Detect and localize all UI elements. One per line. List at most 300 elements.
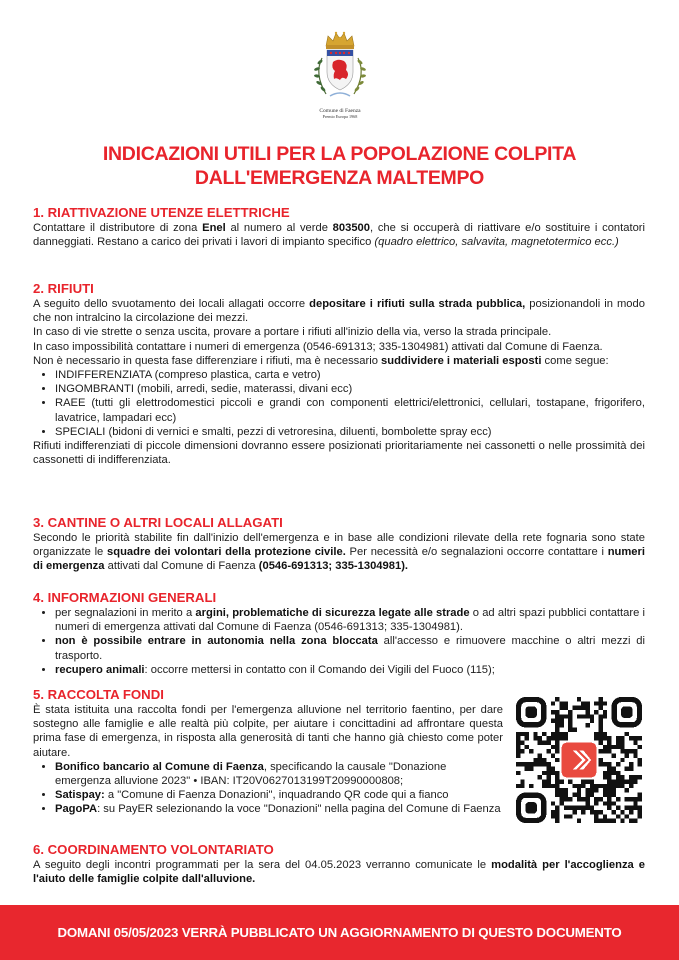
qr-module: [564, 797, 568, 801]
update-notice-banner: DOMANI 05/05/2023 VERRÀ PUBBLICATO UN AGGIORNAMENTO DI QUESTO DOCUMENTO: [0, 905, 679, 960]
qr-module: [559, 714, 563, 718]
text: per segnalazioni in merito a: [55, 607, 196, 619]
qr-module: [564, 736, 568, 740]
bold-text: squadre dei volontari della protezione civile.: [107, 546, 346, 559]
section-text: [33, 221, 645, 249]
qr-module: [551, 767, 555, 771]
qr-module: [620, 745, 624, 749]
qr-module: [529, 767, 533, 771]
qr-module: [620, 810, 624, 814]
qr-module: [572, 810, 576, 814]
qr-module: [516, 736, 520, 740]
qr-module: [555, 745, 559, 749]
qr-module: [525, 736, 529, 740]
qr-module: [633, 801, 637, 805]
qr-module: [529, 784, 533, 788]
qr-module: [599, 740, 603, 744]
qr-module: [559, 723, 563, 727]
qr-module: [586, 710, 590, 714]
qr-module: [546, 784, 550, 788]
qr-module: [629, 797, 633, 801]
qr-module: [559, 801, 563, 805]
qr-module: [542, 771, 546, 775]
qr-module: [612, 801, 616, 805]
bold-text: non è possibile entrare in autonomia nella zona bloccata: [55, 635, 378, 648]
qr-module: [520, 740, 524, 744]
paragraph: È stata istituita una raccolta fondi per l'emergenza alluvione nel territorio faentino, per dare sostegno alle famiglie e alle realtà più colpite, per aiutare i concittadini ad affrontare questa prima fase di emergenza, in risposta alla generosità di tanti che hanno già chiesto come poter aiutare.: [33, 704, 503, 759]
paragraph: In caso di vie strette o senza uscita, provare a portare i rifiuti all'inizio della via, verso la strada principale.: [33, 326, 552, 339]
qr-module: [577, 697, 581, 701]
qr-module: [516, 749, 520, 753]
section-heading: 2. RIFIUTI: [33, 281, 94, 296]
text: all'accesso e rimuovere macchine o altri mezzi di trasporto.: [55, 635, 645, 662]
qr-module: [581, 714, 585, 718]
qr-module: [625, 797, 629, 801]
phone-number: 803500: [332, 222, 371, 234]
qr-module: [555, 740, 559, 744]
qr-module: [594, 736, 598, 740]
qr-module: [542, 758, 546, 762]
qr-module: [616, 797, 620, 801]
qr-module: [594, 810, 598, 814]
text: come segue:: [541, 354, 609, 367]
logo-caption-sub: Premio Europa 1968: [322, 114, 358, 119]
qr-module: [586, 788, 590, 792]
list-item: [55, 802, 503, 816]
qr-module: [612, 788, 616, 792]
qr-module: [607, 797, 611, 801]
qr-module: [555, 814, 559, 818]
qr-module: [616, 806, 620, 810]
paragraph: [33, 531, 645, 574]
qr-module: [612, 780, 616, 784]
qr-module: [607, 819, 611, 823]
section-heading: 1. RIATTIVAZIONE UTENZE ELETTRICHE: [33, 205, 290, 220]
qr-module: [564, 714, 568, 718]
qr-module: [612, 753, 616, 757]
satispay-qr-code-icon[interactable]: [516, 697, 642, 823]
qr-module: [620, 775, 624, 779]
qr-module: [564, 732, 568, 736]
qr-module: [638, 806, 642, 810]
qr-module: [603, 801, 607, 805]
qr-module: [607, 788, 611, 792]
qr-module: [616, 745, 620, 749]
qr-module: [559, 797, 563, 801]
qr-module: [633, 780, 637, 784]
qr-module: [616, 771, 620, 775]
qr-module: [638, 762, 642, 766]
bold-text: Bonifico bancario al Comune di Faenza: [55, 760, 264, 773]
qr-module: [599, 706, 603, 710]
qr-module: [551, 753, 555, 757]
qr-module: [590, 788, 594, 792]
qr-module: [555, 710, 559, 714]
qr-module: [555, 714, 559, 718]
qr-module: [629, 775, 633, 779]
qr-module: [559, 706, 563, 710]
qr-module: [559, 732, 563, 736]
text: a "Comune di Faenza Donazioni", inquadrando QR code qui a fianco: [104, 789, 449, 802]
italic-text: (quadro elettrico, salvavita, magnetotermico ecc.): [374, 236, 619, 249]
qr-module: [629, 810, 633, 814]
qr-module: [577, 706, 581, 710]
list-item: • INDIFFERENZIATA (compreso plastica, carta e vetro): [55, 368, 645, 382]
section-heading: 3. CANTINE O ALTRI LOCALI ALLAGATI: [33, 515, 283, 530]
qr-module: [633, 736, 637, 740]
qr-module: [586, 714, 590, 718]
qr-module: [612, 784, 616, 788]
qr-module: [612, 793, 616, 797]
qr-module: [594, 784, 598, 788]
qr-module: [551, 710, 555, 714]
qr-module: [603, 819, 607, 823]
qr-module: [625, 788, 629, 792]
qr-module: [555, 697, 559, 701]
qr-module: [629, 784, 633, 788]
logo-caption: [290, 108, 390, 120]
qr-module: [551, 801, 555, 805]
qr-module: [555, 771, 559, 775]
qr-module: [546, 749, 550, 753]
comune-di-faenza-coat-of-arms: [300, 24, 380, 120]
bold-text: recupero animali: [55, 663, 145, 676]
text: al numero al verde: [225, 222, 333, 234]
qr-module: [551, 701, 555, 705]
qr-module: [612, 810, 616, 814]
qr-module: [590, 719, 594, 723]
qr-module: [607, 749, 611, 753]
qr-module: [620, 780, 624, 784]
qr-module: [586, 793, 590, 797]
qr-module: [638, 775, 642, 779]
qr-module: [633, 749, 637, 753]
qr-module: [590, 714, 594, 718]
bold-text: Satispay:: [55, 789, 105, 802]
qr-module: [620, 740, 624, 744]
qr-module: [555, 784, 559, 788]
qr-module: [633, 775, 637, 779]
qr-module: [551, 784, 555, 788]
qr-module: [577, 819, 581, 823]
qr-module: [629, 749, 633, 753]
qr-module: [551, 814, 555, 818]
qr-module: [529, 749, 533, 753]
text: : su PayER selezionando la voce "Donazioni" nella pagina del Comune di Faenza: [97, 803, 501, 816]
qr-module: [625, 767, 629, 771]
qr-module: [568, 797, 572, 801]
qr-module: [590, 780, 594, 784]
paragraph: [33, 858, 645, 886]
section-riattivazione-utenze: [33, 205, 645, 249]
qr-module: [612, 767, 616, 771]
qr-module: [555, 736, 559, 740]
bold-text: modalità per l'accoglienza e l'aiuto delle famiglie colpite dall'alluvione.: [33, 859, 645, 886]
qr-module: [616, 775, 620, 779]
list-item: • SPECIALI (bidoni di vernici e smalti, pezzi di vetroresina, diluenti, bombolette spray ecc): [55, 425, 645, 439]
qr-module: [599, 723, 603, 727]
qr-module: [546, 775, 550, 779]
qr-module: [568, 723, 572, 727]
qr-module: [603, 793, 607, 797]
qr-module: [559, 788, 563, 792]
qr-module: [538, 736, 542, 740]
qr-module: [638, 736, 642, 740]
qr-module: [546, 762, 550, 766]
qr-module: [599, 697, 603, 701]
section-rifiuti: [33, 281, 645, 467]
qr-module: [581, 810, 585, 814]
qr-module: [538, 740, 542, 744]
qr-module: [555, 806, 559, 810]
qr-module: [555, 758, 559, 762]
qr-module: [516, 771, 520, 775]
section-heading: 5. RACCOLTA FONDI: [33, 687, 164, 702]
qr-module: [625, 732, 629, 736]
qr-module: [633, 753, 637, 757]
qr-module: [616, 814, 620, 818]
list-item: [55, 663, 645, 677]
qr-module: [620, 758, 624, 762]
qr-module: [516, 784, 520, 788]
qr-module: [520, 762, 524, 766]
qr-module: [572, 806, 576, 810]
qr-module: [638, 814, 642, 818]
qr-module: [603, 732, 607, 736]
qr-module: [607, 780, 611, 784]
qr-module: [594, 814, 598, 818]
qr-module: [607, 736, 611, 740]
text: A seguito dello svuotamento dei locali allagati occorre: [33, 298, 310, 310]
section-cantine: [33, 515, 645, 574]
qr-module: [586, 806, 590, 810]
qr-module: [533, 732, 537, 736]
qr-module: [555, 719, 559, 723]
text: : occorre mettersi in contatto con il Comando dei Vigili del Fuoco (115);: [144, 663, 495, 676]
qr-module: [546, 767, 550, 771]
qr-module: [564, 706, 568, 710]
qr-module: [568, 780, 572, 784]
text: Contattare il distributore di zona: [33, 222, 203, 234]
qr-module: [638, 797, 642, 801]
qr-module: [520, 749, 524, 753]
bold-text: Enel: [202, 222, 226, 234]
qr-module: [607, 767, 611, 771]
logo-caption-name: Comune di Faenza: [319, 108, 361, 114]
qr-module: [551, 771, 555, 775]
qr-module: [594, 710, 598, 714]
qr-module: [599, 727, 603, 731]
qr-module: [577, 793, 581, 797]
qr-module: [564, 701, 568, 705]
qr-module: [538, 753, 542, 757]
qr-module: [616, 780, 620, 784]
qr-module: [581, 784, 585, 788]
qr-module: [568, 814, 572, 818]
qr-module: [586, 780, 590, 784]
qr-module: [638, 745, 642, 749]
qr-module: [551, 732, 555, 736]
paragraph: In caso impossibilità contattare i numeri di emergenza (0546-691313; 335-1304981) attivati dal Comune di Faenza.: [33, 340, 603, 353]
qr-module: [599, 762, 603, 766]
qr-module: [546, 771, 550, 775]
text: Secondo le priorità stabilite fin dall'inizio dell'emergenza e in base alle condizioni rilevate della rete fognaria sono state organizzate le: [33, 532, 645, 559]
qr-module: [603, 762, 607, 766]
qr-module: [516, 732, 520, 736]
qr-module: [555, 810, 559, 814]
qr-module: [607, 784, 611, 788]
qr-module: [559, 793, 563, 797]
section-informazioni-generali: [33, 590, 645, 677]
qr-module: [599, 819, 603, 823]
qr-module: [555, 780, 559, 784]
paragraph: [33, 297, 645, 325]
section-raccolta-fondi: [33, 687, 503, 817]
qr-module: [625, 806, 629, 810]
bold-text: depositare i rifiuti sulla strada pubblica,: [309, 298, 526, 310]
qr-module: [516, 745, 520, 749]
qr-module: [629, 819, 633, 823]
qr-module: [625, 814, 629, 818]
qr-module: [568, 806, 572, 810]
qr-module: [564, 814, 568, 818]
qr-module: [577, 788, 581, 792]
qr-module: [638, 793, 642, 797]
text: , specificando la causale "Donazione emergenza alluvione 2023" • IBAN: IT20V0627013199T20990000808;: [55, 760, 447, 788]
qr-module: [586, 706, 590, 710]
qr-module: [594, 797, 598, 801]
text: o ad altri spazi pubblici contattare i numeri di emergenza attivati dal Comune di Faenza (0546-691313; 335-1304981).: [55, 607, 646, 634]
waste-category-list: [33, 368, 645, 439]
qr-module: [607, 762, 611, 766]
qr-module: [599, 797, 603, 801]
qr-module: [568, 719, 572, 723]
qr-module: [577, 797, 581, 801]
qr-module: [603, 714, 607, 718]
qr-module: [538, 775, 542, 779]
qr-module: [577, 714, 581, 718]
list-item: • INGOMBRANTI (mobili, arredi, sedie, materassi, divani ecc): [55, 382, 645, 396]
qr-module: [603, 745, 607, 749]
qr-module: [559, 780, 563, 784]
qr-module: [612, 819, 616, 823]
qr-module: [525, 767, 529, 771]
qr-module: [603, 775, 607, 779]
qr-module: [520, 732, 524, 736]
qr-module: [555, 793, 559, 797]
paragraph: Rifiuti indifferenziati di piccole dimensioni dovranno essere posizionati prioritariamente nei cassonetti o nelle prossimità dei cassonetti di indifferenziata.: [33, 440, 645, 467]
section-heading: 6. COORDINAMENTO VOLONTARIATO: [33, 842, 274, 857]
qr-module: [546, 780, 550, 784]
text: Non è necessario in questa fase differenziare i rifiuti, ma è necessario: [33, 354, 382, 367]
qr-module: [620, 736, 624, 740]
qr-module: [533, 762, 537, 766]
qr-module: [620, 784, 624, 788]
qr-module: [581, 806, 585, 810]
qr-module: [607, 745, 611, 749]
qr-module: [594, 801, 598, 805]
qr-module: [616, 736, 620, 740]
qr-module: [568, 727, 572, 731]
qr-module: [616, 784, 620, 788]
qr-module: [516, 753, 520, 757]
qr-module: [555, 775, 559, 779]
qr-module: [525, 762, 529, 766]
bold-text: PagoPA: [55, 803, 98, 816]
info-list: [33, 606, 645, 677]
qr-module: [603, 784, 607, 788]
text: A seguito degli incontri programmati per la sera del 04.05.2023 verranno comunicate le: [33, 859, 492, 871]
qr-module: [572, 727, 576, 731]
qr-module: [633, 819, 637, 823]
qr-module: [538, 762, 542, 766]
qr-module: [620, 749, 624, 753]
qr-module: [616, 740, 620, 744]
qr-module: [542, 762, 546, 766]
qr-module: [599, 758, 603, 762]
qr-module: [603, 771, 607, 775]
qr-module: [620, 819, 624, 823]
qr-module: [599, 732, 603, 736]
qr-module: [581, 706, 585, 710]
qr-module: [555, 732, 559, 736]
qr-module: [572, 793, 576, 797]
qr-module: [581, 797, 585, 801]
qr-module: [603, 710, 607, 714]
qr-module: [546, 740, 550, 744]
qr-module: [594, 732, 598, 736]
qr-module: [607, 793, 611, 797]
qr-module: [555, 749, 559, 753]
page-title: [20, 142, 659, 190]
qr-module: [542, 784, 546, 788]
qr-module: [533, 758, 537, 762]
qr-module: [612, 771, 616, 775]
qr-module: [564, 806, 568, 810]
qr-module: [542, 732, 546, 736]
qr-module: [625, 749, 629, 753]
qr-module: [629, 780, 633, 784]
qr-module: [577, 784, 581, 788]
qr-module: [603, 814, 607, 818]
qr-module: [638, 758, 642, 762]
qr-module: [599, 736, 603, 740]
qr-module: [559, 719, 563, 723]
qr-module: [572, 784, 576, 788]
qr-module: [568, 710, 572, 714]
phone-numbers: (0546-691313; 335-1304981).: [258, 560, 409, 573]
qr-module: [629, 806, 633, 810]
qr-module: [599, 784, 603, 788]
qr-module: [516, 762, 520, 766]
qr-module: [616, 762, 620, 766]
qr-module: [590, 806, 594, 810]
title-line-2: DALL'EMERGENZA MALTEMPO: [194, 167, 485, 189]
qr-module: [538, 758, 542, 762]
qr-module: [516, 740, 520, 744]
qr-module: [572, 706, 576, 710]
qr-module: [629, 736, 633, 740]
qr-module: [551, 719, 555, 723]
qr-module: [603, 749, 607, 753]
qr-module: [599, 701, 603, 705]
qr-module: [551, 736, 555, 740]
list-item: [55, 606, 645, 634]
qr-module: [555, 723, 559, 727]
qr-module: [559, 701, 563, 705]
qr-module: [551, 810, 555, 814]
qr-module: [577, 806, 581, 810]
